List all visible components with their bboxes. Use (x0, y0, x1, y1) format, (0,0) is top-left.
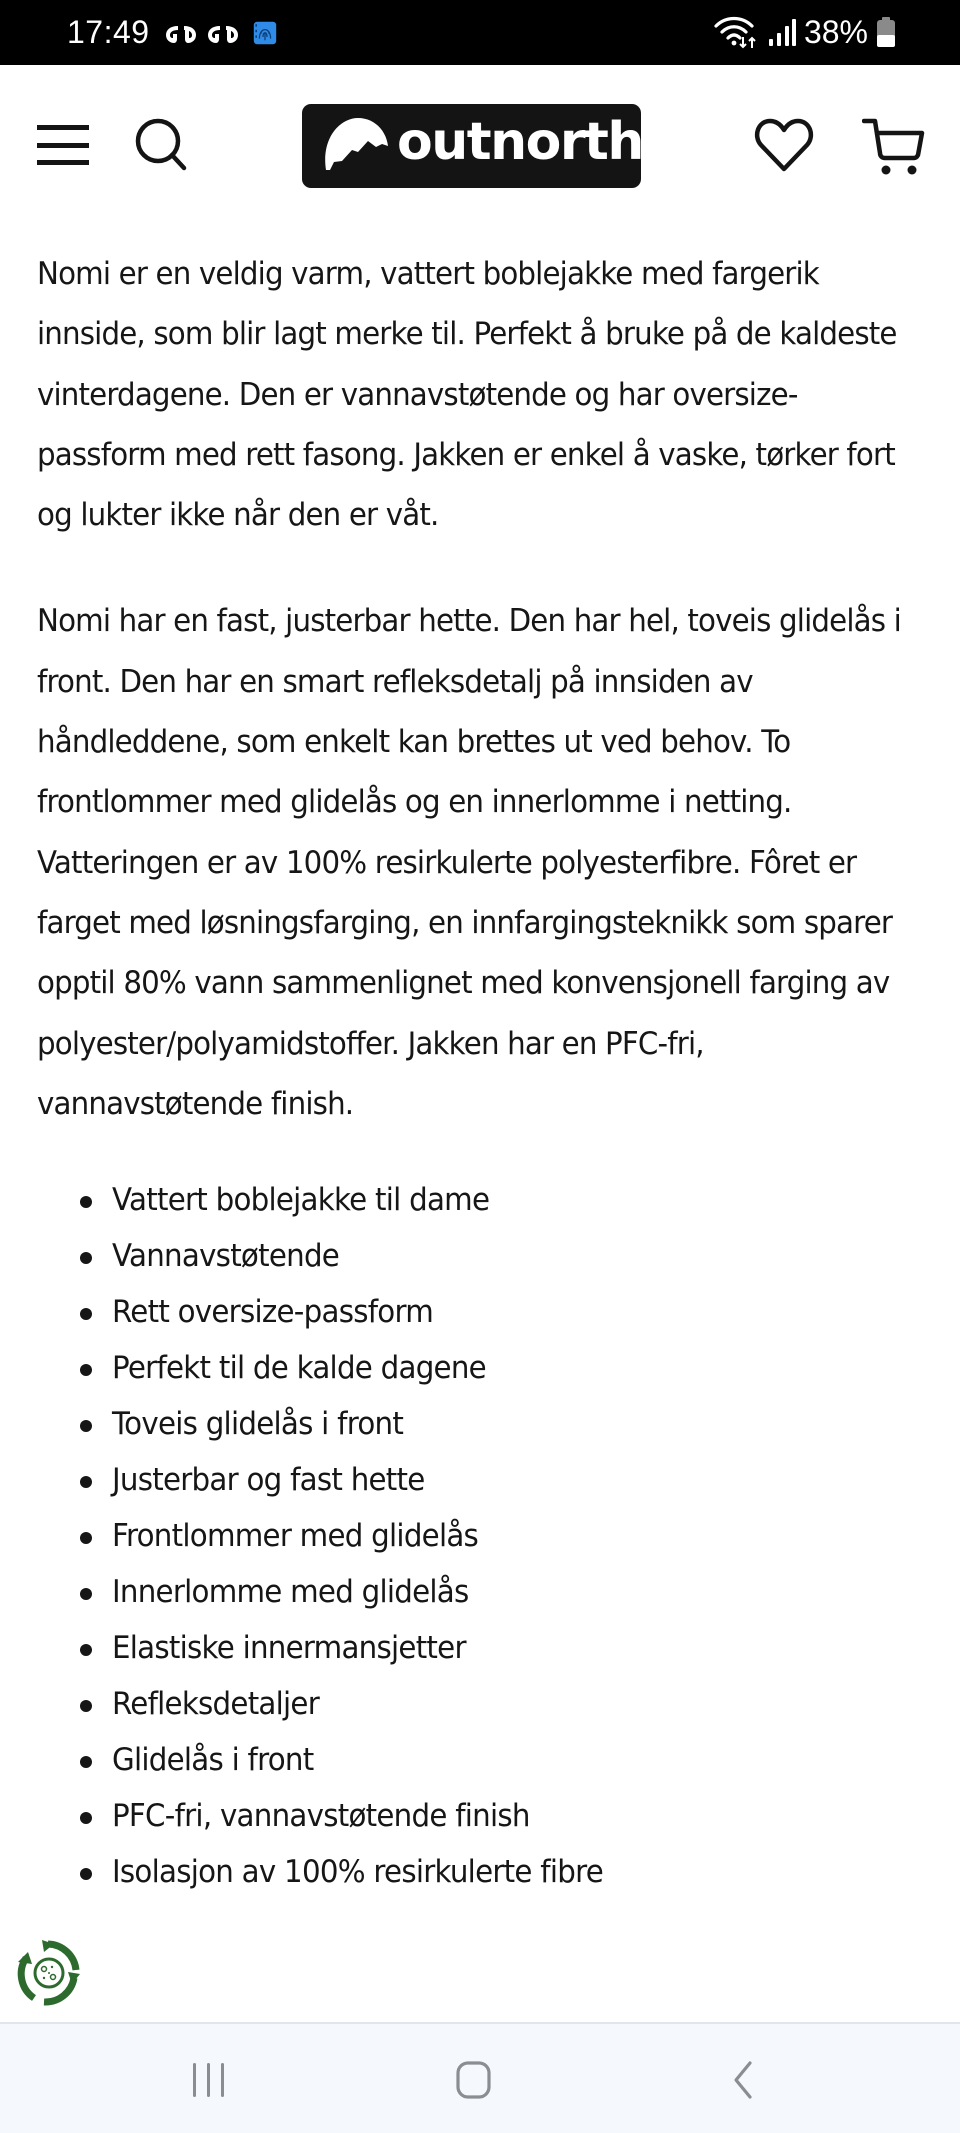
cart-icon[interactable] (862, 117, 926, 177)
bullet-icon (80, 1812, 92, 1824)
description-paragraph: Nomi har en fast, justerbar hette. Den har hel, toveis glidelås i front. Den har en smart refleksdetalj på innsiden av håndleddene, som enkelt kan brettes ut ved behov. To frontlommer med glidelås og en innerlomme i netting. Vatteringen er av 100% resirkulerte polyesterfibre. Fôret er farget med løsningsfarging, en innfargingsteknikk som sparer opptil 80% vann sammenlignet med konvensjonell farging av polyester/polyamidstoffer. Jakken har en PFC-fri, vannavstøtende finish. (37, 603, 901, 1122)
outnorth-logo[interactable] (302, 104, 641, 188)
feature-item: Isolasjon av 100% resirkulerte fibre (37, 1844, 917, 1900)
feature-item: Frontlommer med glidelås (37, 1508, 917, 1564)
feature-item: Refleksdetaljer (37, 1676, 917, 1732)
signal-bars-icon (768, 17, 796, 47)
bullet-icon (80, 1476, 92, 1488)
feature-item: Toveis glidelås i front (37, 1396, 917, 1452)
bullet-icon (80, 1644, 92, 1656)
bullet-icon (80, 1700, 92, 1712)
feature-item: Vattert boblejakke til dame (37, 1172, 917, 1228)
feature-item: Glidelås i front (37, 1732, 917, 1788)
bullet-icon (80, 1420, 92, 1432)
wifi-icon (714, 15, 760, 49)
recycle-badge[interactable] (14, 1938, 84, 2008)
recent-apps-icon[interactable] (189, 2060, 229, 2100)
status-right (714, 12, 896, 52)
home-icon[interactable] (454, 2060, 494, 2100)
status-time: 17:49 (67, 14, 150, 50)
bullet-icon (80, 1588, 92, 1600)
search-icon[interactable] (134, 117, 190, 173)
fingerprint-notebook-icon (250, 21, 280, 45)
product-description (37, 244, 917, 1900)
feature-item: Justerbar og fast hette (37, 1452, 917, 1508)
feature-item: PFC-fri, vannavstøtende finish (37, 1788, 917, 1844)
logo-text: outnorth (397, 112, 643, 172)
feature-item: Perfekt til de kalde dagene (37, 1340, 917, 1396)
bullet-icon (80, 1364, 92, 1376)
game-launcher-icon (206, 22, 240, 46)
feature-item: Rett oversize-passform (37, 1284, 917, 1340)
site-header (0, 65, 960, 210)
game-launcher-icon (164, 22, 198, 46)
bullet-icon (80, 1756, 92, 1768)
bullet-icon (80, 1868, 92, 1880)
status-bar (0, 0, 960, 65)
feature-item: Elastiske innermansjetter (37, 1620, 917, 1676)
description-paragraph: Nomi er en veldig varm, vattert boblejakke med fargerik innside, som blir lagt merke til. Perfekt å bruke på de kaldeste vinterdagene. Den er vannavstøtende og har oversize-passform med rett fasong. Jakken er enkel å vaske, tørker fort og lukter ikke når den er våt. (37, 256, 897, 534)
battery-percent: 38% (803, 13, 868, 50)
battery-icon (876, 16, 896, 48)
mountain-logo-icon (324, 116, 390, 172)
feature-list (37, 1172, 917, 1900)
bullet-icon (80, 1532, 92, 1544)
feature-item: Innerlomme med glidelås (37, 1564, 917, 1620)
system-nav-bar (0, 2022, 960, 2133)
bullet-icon (80, 1196, 92, 1208)
bullet-icon (80, 1308, 92, 1320)
hamburger-menu-icon[interactable] (36, 123, 92, 167)
feature-item: Vannavstøtende (37, 1228, 917, 1284)
back-icon[interactable] (728, 2060, 758, 2100)
bullet-icon (80, 1252, 92, 1264)
heart-icon[interactable] (754, 117, 814, 173)
recycle-badge-icon (14, 1938, 84, 2008)
